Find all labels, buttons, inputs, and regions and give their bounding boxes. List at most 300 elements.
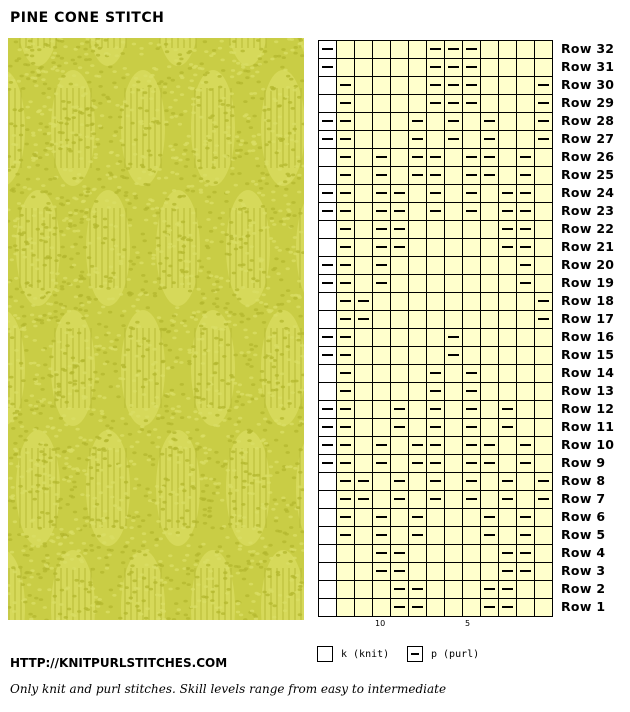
purl-mark-icon bbox=[340, 462, 351, 464]
purl-mark-icon bbox=[520, 192, 531, 194]
purl-mark-icon bbox=[430, 66, 441, 68]
chart-cell bbox=[445, 599, 463, 617]
purl-mark-icon bbox=[322, 426, 333, 428]
row-label: Row 15 bbox=[561, 347, 615, 362]
purl-mark-icon bbox=[340, 120, 351, 122]
purl-mark-icon bbox=[466, 84, 477, 86]
purl-mark-icon bbox=[466, 66, 477, 68]
chart-cell bbox=[517, 401, 535, 419]
chart-cell bbox=[535, 383, 553, 401]
chart-cell bbox=[517, 599, 535, 617]
purl-mark-icon bbox=[538, 318, 549, 320]
chart-cell bbox=[319, 599, 337, 617]
chart-cell bbox=[355, 329, 373, 347]
chart-cell bbox=[409, 545, 427, 563]
purl-mark-icon bbox=[358, 498, 369, 500]
purl-mark-icon bbox=[376, 534, 387, 536]
chart-cell bbox=[463, 527, 481, 545]
chart-cell bbox=[409, 41, 427, 59]
chart-cell bbox=[427, 131, 445, 149]
chart-cell bbox=[445, 383, 463, 401]
row-label: Row 18 bbox=[561, 293, 615, 308]
row-label: Row 22 bbox=[561, 221, 615, 236]
chart-cell bbox=[535, 275, 553, 293]
purl-mark-icon bbox=[520, 552, 531, 554]
chart-cell bbox=[373, 293, 391, 311]
chart-cell bbox=[535, 365, 553, 383]
purl-mark-icon bbox=[394, 246, 405, 248]
chart-cell bbox=[391, 329, 409, 347]
purl-mark-icon bbox=[340, 156, 351, 158]
chart-cell bbox=[445, 239, 463, 257]
chart-cell bbox=[409, 239, 427, 257]
chart-cell bbox=[355, 599, 373, 617]
chart-cell bbox=[481, 545, 499, 563]
chart-cell bbox=[481, 239, 499, 257]
purl-mark-icon bbox=[340, 444, 351, 446]
chart-cell bbox=[445, 167, 463, 185]
purl-mark-icon bbox=[322, 120, 333, 122]
purl-mark-icon bbox=[502, 552, 513, 554]
row-label: Row 16 bbox=[561, 329, 615, 344]
purl-mark-icon bbox=[340, 192, 351, 194]
row-label: Row 4 bbox=[561, 545, 606, 560]
purl-mark-icon bbox=[430, 390, 441, 392]
chart-cell bbox=[337, 41, 355, 59]
purl-mark-icon bbox=[322, 264, 333, 266]
chart-cell bbox=[463, 599, 481, 617]
row-label: Row 26 bbox=[561, 149, 615, 164]
purl-mark-icon bbox=[502, 210, 513, 212]
chart-cell bbox=[319, 545, 337, 563]
purl-mark-icon bbox=[430, 84, 441, 86]
legend-knit-label: k (knit) bbox=[341, 648, 390, 660]
chart-cell bbox=[319, 509, 337, 527]
chart-cell bbox=[391, 383, 409, 401]
row-label: Row 23 bbox=[561, 203, 615, 218]
chart-cell bbox=[499, 509, 517, 527]
chart-cell bbox=[427, 257, 445, 275]
purl-mark-icon bbox=[394, 570, 405, 572]
chart-cell bbox=[499, 293, 517, 311]
chart-cell bbox=[391, 113, 409, 131]
chart-cell bbox=[535, 221, 553, 239]
chart-cell bbox=[445, 563, 463, 581]
chart-cell bbox=[319, 95, 337, 113]
chart-cell bbox=[535, 185, 553, 203]
chart-cell bbox=[517, 113, 535, 131]
chart-cell bbox=[463, 221, 481, 239]
chart-cell bbox=[319, 383, 337, 401]
row-label: Row 29 bbox=[561, 95, 615, 110]
chart-cell bbox=[355, 365, 373, 383]
chart-cell bbox=[463, 545, 481, 563]
row-label: Row 30 bbox=[561, 77, 615, 92]
purl-mark-icon bbox=[448, 48, 459, 50]
purl-mark-icon bbox=[376, 192, 387, 194]
purl-mark-icon bbox=[520, 228, 531, 230]
chart-cell bbox=[391, 131, 409, 149]
chart-cell bbox=[409, 329, 427, 347]
purl-mark-icon bbox=[322, 444, 333, 446]
chart-cell bbox=[373, 347, 391, 365]
chart-cell bbox=[373, 599, 391, 617]
chart-cell bbox=[517, 77, 535, 95]
chart-cell bbox=[409, 473, 427, 491]
purl-mark-icon bbox=[376, 570, 387, 572]
chart-cell bbox=[463, 581, 481, 599]
chart-cell bbox=[409, 311, 427, 329]
chart-cell bbox=[499, 455, 517, 473]
purl-mark-icon bbox=[340, 372, 351, 374]
row-label: Row 24 bbox=[561, 185, 615, 200]
chart-cell bbox=[445, 365, 463, 383]
purl-mark-icon bbox=[358, 300, 369, 302]
purl-mark-icon bbox=[466, 372, 477, 374]
purl-mark-icon bbox=[466, 408, 477, 410]
purl-mark-icon bbox=[520, 570, 531, 572]
purl-mark-icon bbox=[466, 462, 477, 464]
purl-mark-icon bbox=[538, 84, 549, 86]
chart-cell bbox=[427, 113, 445, 131]
site-url[interactable]: HTTP://KNITPURLSTITCHES.COM bbox=[10, 656, 228, 670]
chart-cell bbox=[409, 563, 427, 581]
chart-cell bbox=[319, 473, 337, 491]
chart-cell bbox=[427, 545, 445, 563]
purl-mark-icon bbox=[466, 390, 477, 392]
row-label: Row 6 bbox=[561, 509, 606, 524]
purl-mark-icon bbox=[466, 102, 477, 104]
purl-mark-icon bbox=[412, 606, 423, 608]
chart-cell bbox=[445, 221, 463, 239]
chart-cell bbox=[409, 77, 427, 95]
chart-cell bbox=[427, 581, 445, 599]
purl-mark-icon bbox=[322, 408, 333, 410]
chart-cell bbox=[355, 527, 373, 545]
purl-mark-icon bbox=[394, 228, 405, 230]
chart-cell bbox=[355, 437, 373, 455]
chart-cell bbox=[409, 275, 427, 293]
purl-mark-icon bbox=[484, 120, 495, 122]
purl-mark-icon bbox=[340, 354, 351, 356]
purl-mark-icon bbox=[430, 444, 441, 446]
chart-cell bbox=[481, 491, 499, 509]
chart-cell bbox=[517, 419, 535, 437]
row-label: Row 28 bbox=[561, 113, 615, 128]
purl-mark-icon bbox=[394, 408, 405, 410]
chart-cell bbox=[391, 257, 409, 275]
purl-mark-icon bbox=[484, 516, 495, 518]
chart-cell bbox=[409, 419, 427, 437]
chart-cell bbox=[535, 41, 553, 59]
chart-cell bbox=[355, 149, 373, 167]
purl-mark-icon bbox=[340, 318, 351, 320]
chart-cell bbox=[535, 419, 553, 437]
chart-cell bbox=[499, 149, 517, 167]
purl-mark-icon bbox=[502, 480, 513, 482]
chart-cell bbox=[409, 401, 427, 419]
purl-mark-icon bbox=[376, 444, 387, 446]
chart-cell bbox=[319, 311, 337, 329]
chart-cell bbox=[445, 185, 463, 203]
chart-cell bbox=[427, 275, 445, 293]
row-label: Row 19 bbox=[561, 275, 615, 290]
chart-cell bbox=[427, 599, 445, 617]
chart-cell bbox=[319, 527, 337, 545]
chart-cell bbox=[373, 311, 391, 329]
page-title: PINE CONE STITCH bbox=[10, 10, 165, 26]
chart-cell bbox=[391, 437, 409, 455]
purl-mark-icon bbox=[430, 48, 441, 50]
stitch-chart bbox=[318, 40, 554, 622]
purl-mark-icon bbox=[322, 354, 333, 356]
chart-cell bbox=[409, 59, 427, 77]
purl-mark-icon bbox=[394, 210, 405, 212]
chart-cell bbox=[319, 563, 337, 581]
purl-mark-icon bbox=[430, 174, 441, 176]
chart-cell bbox=[355, 347, 373, 365]
chart-cell bbox=[391, 455, 409, 473]
purl-mark-icon bbox=[430, 192, 441, 194]
chart-cell bbox=[319, 293, 337, 311]
purl-mark-icon bbox=[358, 480, 369, 482]
purl-mark-icon bbox=[466, 498, 477, 500]
chart-cell bbox=[499, 41, 517, 59]
purl-mark-icon bbox=[520, 210, 531, 212]
chart-cell bbox=[409, 95, 427, 113]
chart-cell bbox=[445, 437, 463, 455]
row-label: Row 1 bbox=[561, 599, 606, 614]
purl-mark-icon bbox=[502, 192, 513, 194]
chart-cell bbox=[481, 59, 499, 77]
chart-cell bbox=[373, 41, 391, 59]
purl-mark-icon bbox=[484, 174, 495, 176]
chart-cell bbox=[373, 473, 391, 491]
chart-cell bbox=[409, 383, 427, 401]
chart-cell bbox=[319, 491, 337, 509]
chart-cell bbox=[337, 581, 355, 599]
purl-mark-icon bbox=[394, 426, 405, 428]
chart-cell bbox=[391, 275, 409, 293]
purl-mark-icon bbox=[376, 246, 387, 248]
chart-cell bbox=[445, 419, 463, 437]
purl-mark-icon bbox=[376, 462, 387, 464]
chart-cell bbox=[499, 275, 517, 293]
chart-cell bbox=[499, 77, 517, 95]
purl-mark-icon bbox=[520, 174, 531, 176]
purl-mark-icon bbox=[322, 66, 333, 68]
chart-cell bbox=[517, 131, 535, 149]
axis-label-10: 10 bbox=[375, 619, 386, 628]
chart-cell bbox=[355, 239, 373, 257]
chart-cell bbox=[481, 563, 499, 581]
chart-cell bbox=[535, 347, 553, 365]
chart-cell bbox=[373, 131, 391, 149]
purl-mark-icon bbox=[502, 426, 513, 428]
purl-mark-icon bbox=[412, 174, 423, 176]
purl-mark-icon bbox=[430, 372, 441, 374]
row-label: Row 11 bbox=[561, 419, 615, 434]
chart-cell bbox=[481, 185, 499, 203]
purl-mark-icon bbox=[376, 210, 387, 212]
row-label: Row 10 bbox=[561, 437, 615, 452]
purl-mark-icon bbox=[412, 120, 423, 122]
chart-cell bbox=[463, 329, 481, 347]
chart-cell bbox=[535, 401, 553, 419]
purl-mark-icon bbox=[520, 246, 531, 248]
footnote: Only knit and purl stitches. Skill levels range from easy to intermediate bbox=[10, 682, 447, 696]
chart-cell bbox=[355, 113, 373, 131]
chart-cell bbox=[445, 491, 463, 509]
purl-mark-icon bbox=[520, 282, 531, 284]
chart-cell bbox=[481, 203, 499, 221]
purl-mark-icon bbox=[394, 480, 405, 482]
chart-cell bbox=[319, 239, 337, 257]
purl-mark-icon bbox=[466, 480, 477, 482]
chart-cell bbox=[463, 239, 481, 257]
purl-mark-icon bbox=[412, 462, 423, 464]
purl-mark-icon bbox=[376, 174, 387, 176]
chart-cell bbox=[517, 347, 535, 365]
purl-mark-icon bbox=[466, 174, 477, 176]
chart-cell bbox=[355, 167, 373, 185]
chart-cell bbox=[319, 77, 337, 95]
chart-cell bbox=[391, 365, 409, 383]
chart-cell bbox=[355, 455, 373, 473]
chart-cell bbox=[499, 365, 517, 383]
row-label: Row 14 bbox=[561, 365, 615, 380]
chart-cell bbox=[355, 581, 373, 599]
chart-cell bbox=[355, 41, 373, 59]
chart-cell bbox=[373, 383, 391, 401]
purl-mark-icon bbox=[448, 84, 459, 86]
chart-cell bbox=[517, 473, 535, 491]
purl-mark-icon bbox=[466, 192, 477, 194]
purl-mark-icon bbox=[538, 138, 549, 140]
purl-mark-icon bbox=[358, 318, 369, 320]
chart-cell bbox=[499, 59, 517, 77]
chart-cell bbox=[319, 365, 337, 383]
purl-mark-icon bbox=[412, 516, 423, 518]
chart-cell bbox=[499, 257, 517, 275]
chart-cell bbox=[409, 203, 427, 221]
row-label: Row 5 bbox=[561, 527, 606, 542]
purl-mark-icon bbox=[322, 462, 333, 464]
purl-mark-icon bbox=[448, 66, 459, 68]
purl-mark-icon bbox=[484, 606, 495, 608]
chart-cell bbox=[427, 239, 445, 257]
chart-cell bbox=[499, 329, 517, 347]
purl-mark-icon bbox=[376, 264, 387, 266]
chart-cell bbox=[427, 221, 445, 239]
legend-purl-label: p (purl) bbox=[431, 648, 480, 660]
legend-knit bbox=[317, 646, 389, 662]
chart-cell bbox=[337, 563, 355, 581]
row-label: Row 17 bbox=[561, 311, 615, 326]
chart-cell bbox=[445, 293, 463, 311]
chart-cell bbox=[373, 581, 391, 599]
chart-cell bbox=[463, 131, 481, 149]
chart-cell bbox=[517, 581, 535, 599]
chart-cell bbox=[391, 293, 409, 311]
chart-cell bbox=[499, 383, 517, 401]
chart-cell bbox=[535, 203, 553, 221]
chart-cell bbox=[427, 347, 445, 365]
chart-cell bbox=[391, 149, 409, 167]
purl-mark-icon bbox=[430, 408, 441, 410]
chart-cell bbox=[445, 257, 463, 275]
knitted-swatch-photo bbox=[8, 38, 304, 620]
chart-cell bbox=[481, 77, 499, 95]
chart-cell bbox=[499, 347, 517, 365]
chart-cell bbox=[463, 347, 481, 365]
purl-mark-icon bbox=[340, 426, 351, 428]
chart-cell bbox=[427, 311, 445, 329]
row-label: Row 3 bbox=[561, 563, 606, 578]
chart-cell bbox=[499, 527, 517, 545]
chart-cell bbox=[481, 347, 499, 365]
chart-cell bbox=[535, 599, 553, 617]
chart-cell bbox=[391, 311, 409, 329]
chart-cell bbox=[445, 149, 463, 167]
chart-cell bbox=[535, 527, 553, 545]
chart-cell bbox=[355, 383, 373, 401]
purl-mark-icon bbox=[466, 156, 477, 158]
chart-cell bbox=[535, 167, 553, 185]
chart-cell bbox=[373, 77, 391, 95]
purl-mark-icon bbox=[430, 156, 441, 158]
purl-mark-icon bbox=[340, 210, 351, 212]
chart-cell bbox=[535, 149, 553, 167]
chart-cell bbox=[463, 257, 481, 275]
chart-cell bbox=[355, 59, 373, 77]
purl-mark-icon bbox=[484, 138, 495, 140]
chart-cell bbox=[481, 41, 499, 59]
chart-cell bbox=[355, 221, 373, 239]
chart-cell bbox=[463, 275, 481, 293]
chart-cell bbox=[445, 545, 463, 563]
purl-mark-icon bbox=[502, 228, 513, 230]
row-label: Row 2 bbox=[561, 581, 606, 596]
purl-mark-icon bbox=[466, 48, 477, 50]
chart-cell bbox=[355, 203, 373, 221]
row-label: Row 31 bbox=[561, 59, 615, 74]
purl-mark-icon bbox=[322, 48, 333, 50]
purl-mark-icon bbox=[502, 588, 513, 590]
purl-mark-icon bbox=[538, 498, 549, 500]
chart-cell bbox=[355, 95, 373, 113]
purl-mark-icon bbox=[340, 300, 351, 302]
purl-mark-icon bbox=[520, 534, 531, 536]
chart-cell bbox=[391, 95, 409, 113]
chart-cell bbox=[427, 527, 445, 545]
purl-mark-icon bbox=[538, 102, 549, 104]
chart-cell bbox=[517, 95, 535, 113]
chart-cell bbox=[535, 59, 553, 77]
chart-cell bbox=[391, 509, 409, 527]
chart-cell bbox=[463, 509, 481, 527]
chart-cell bbox=[517, 491, 535, 509]
chart-cell bbox=[481, 419, 499, 437]
purl-mark-icon bbox=[430, 102, 441, 104]
purl-mark-icon bbox=[340, 408, 351, 410]
row-label: Row 8 bbox=[561, 473, 606, 488]
chart-cell bbox=[499, 437, 517, 455]
purl-mark-icon bbox=[538, 120, 549, 122]
row-label: Row 9 bbox=[561, 455, 606, 470]
chart-cell bbox=[409, 257, 427, 275]
purl-mark-icon bbox=[484, 444, 495, 446]
